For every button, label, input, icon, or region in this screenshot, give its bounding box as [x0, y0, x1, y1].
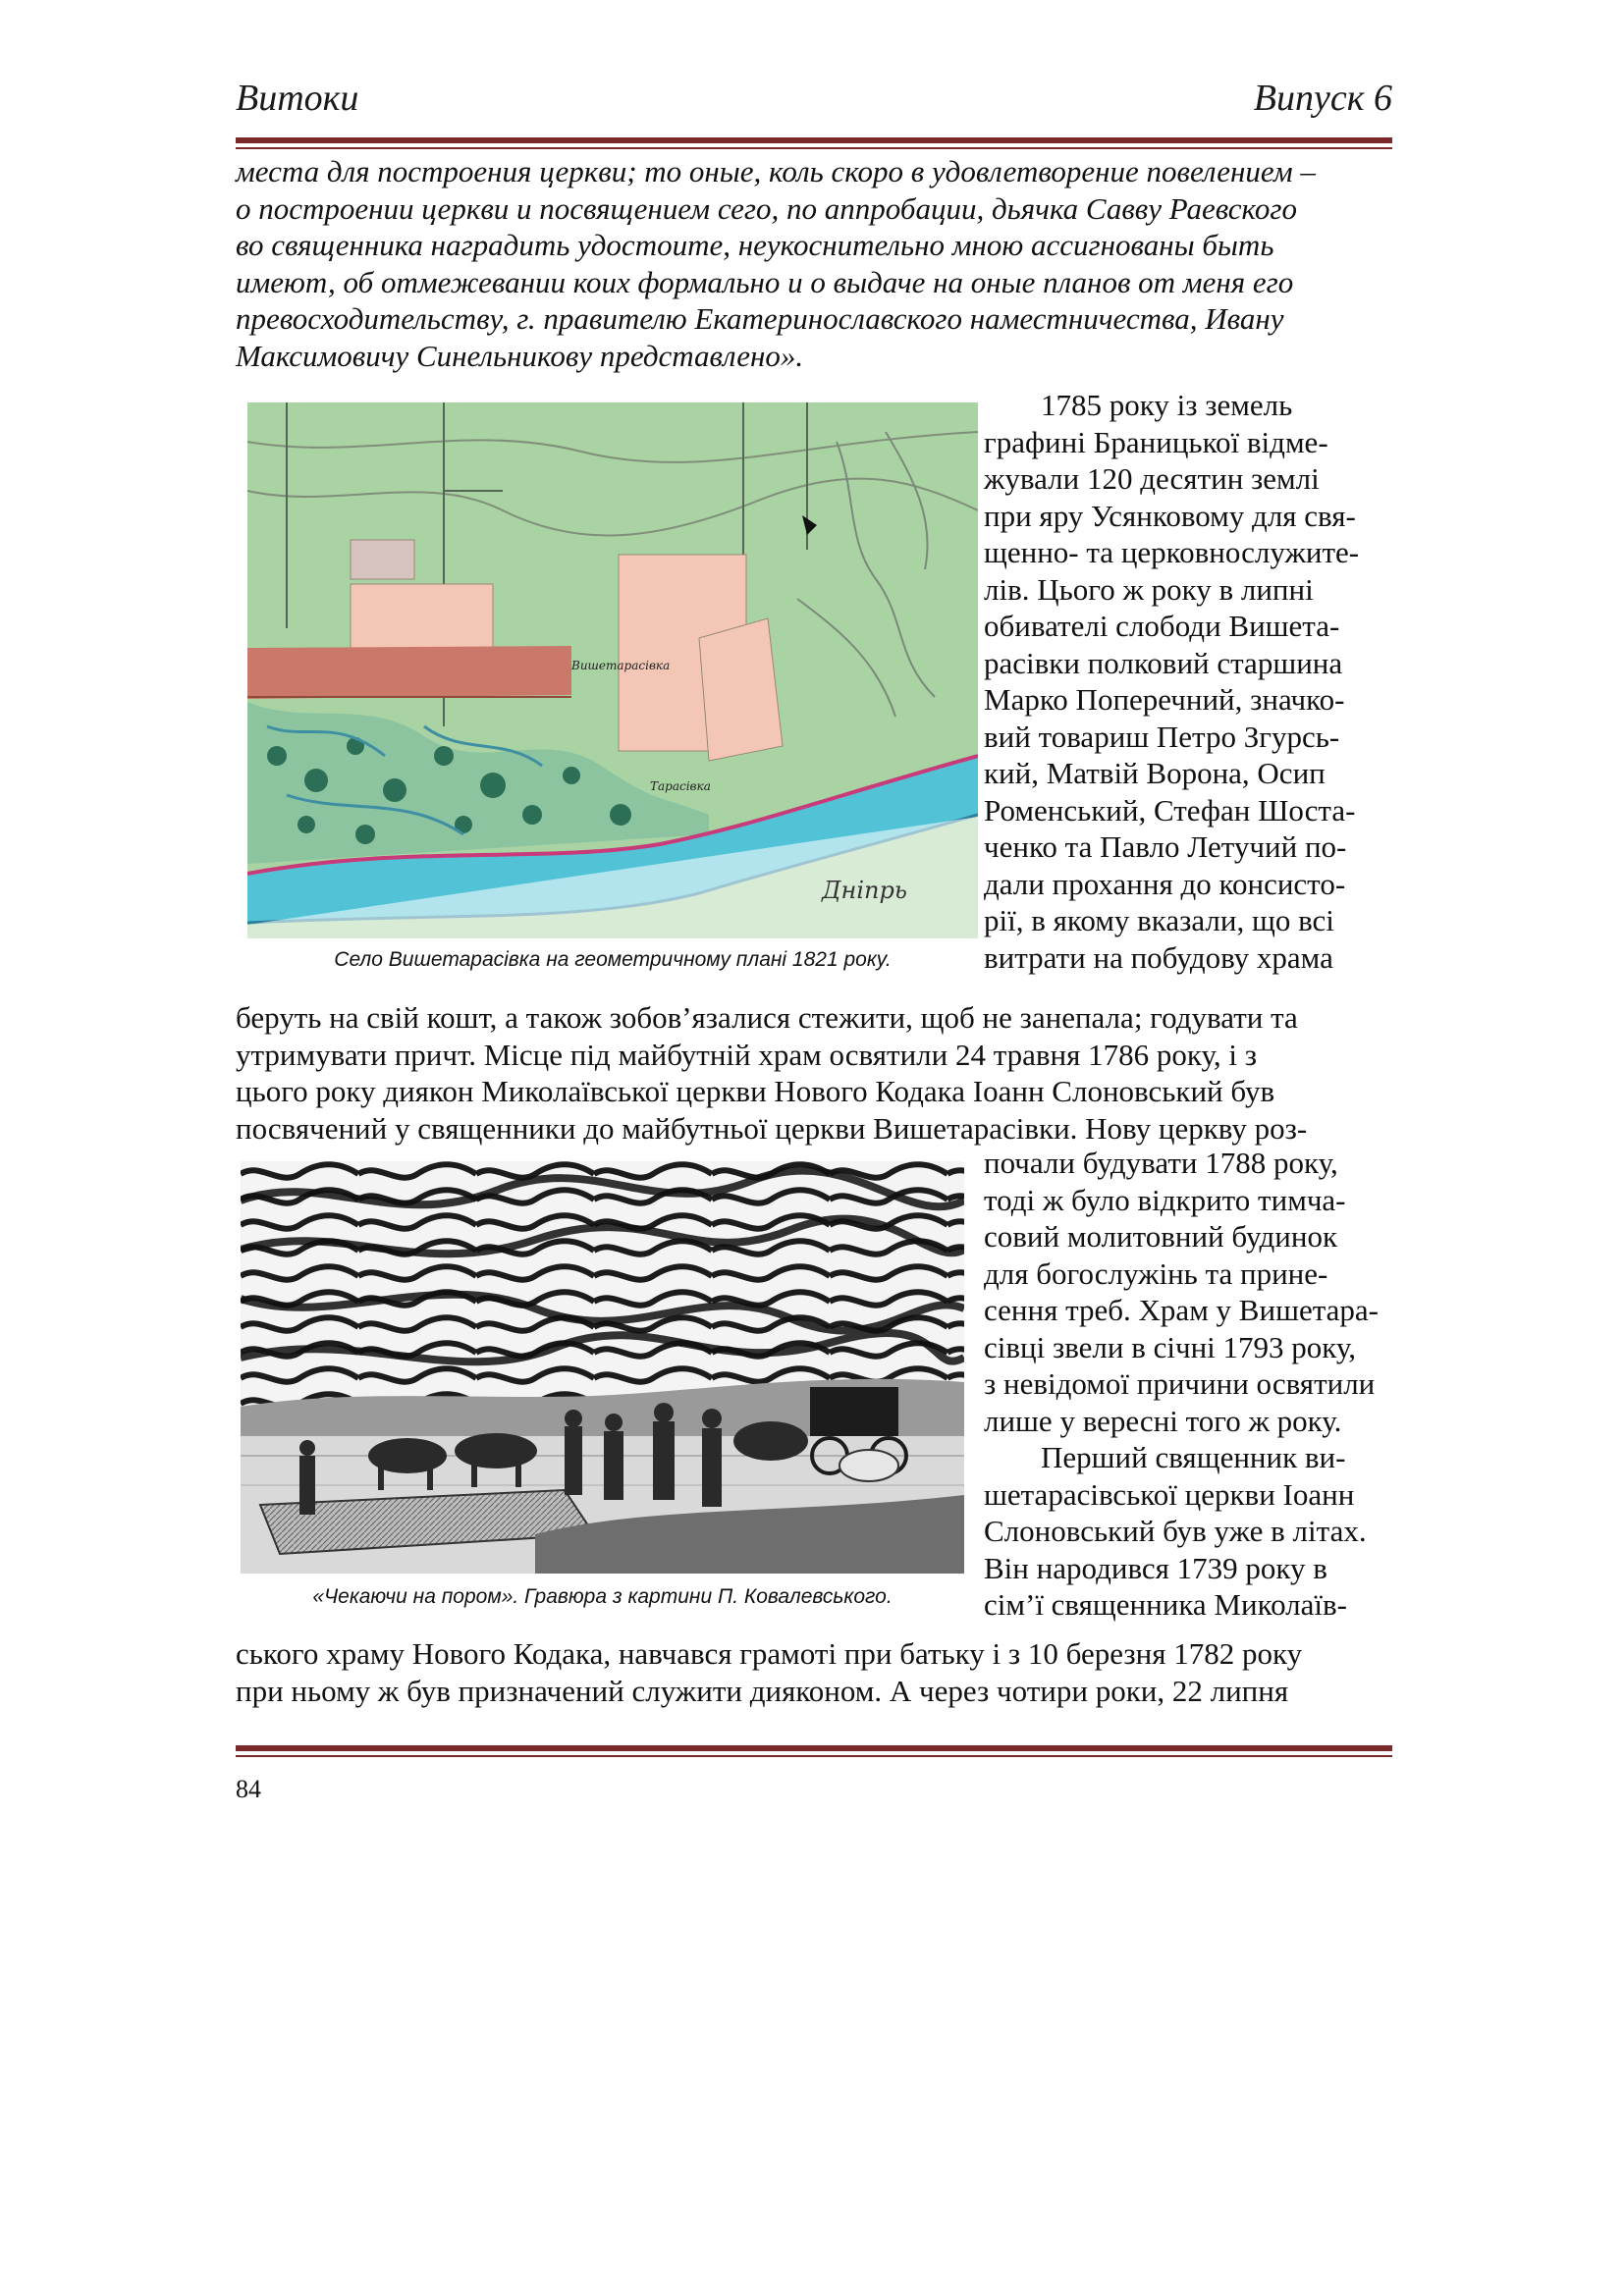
map-image: [247, 402, 978, 938]
paragraph-line: для богослужінь та прине-: [984, 1255, 1328, 1291]
quote-line: во священника наградить удостоите, неукоснительно мною ассигнованы быть: [236, 228, 1274, 262]
paragraph-line: ського храму Нового Кодака, навчався грамоті при батьку і з 10 березня 1782 року: [236, 1636, 1303, 1671]
map-figure: [247, 402, 978, 938]
engraving-caption: «Чекаючи на пором». Гравюра з картини П. Ковалевського.: [312, 1585, 893, 1608]
paragraph-line: Роменський, Стефан Шоста-: [984, 792, 1356, 828]
page-number: 84: [236, 1775, 261, 1803]
issue-number: Випуск 6: [1253, 78, 1392, 119]
map-label-river: Дніпрь: [822, 877, 907, 904]
paragraph-line: 1785 року із земель: [1041, 388, 1293, 422]
quote-line: превосходительству, г. правителю Екатеринославского наместничества, Ивану: [236, 301, 1284, 336]
paragraph-line: посвячений у священники до майбутньої церкви Вишетарасівки. Нову церкву роз-: [236, 1110, 1308, 1146]
paragraph-line: при яру Усянковому для свя-: [984, 498, 1356, 533]
paragraph-line: дали прохання до консисто-: [984, 866, 1346, 901]
full-width-text-1: [236, 999, 1396, 1147]
paragraph-line: витрати на побудову храма: [984, 939, 1333, 975]
paragraph-line: рії, в якому вказали, що всі: [984, 903, 1334, 937]
quote-line: места для построения церкви; то оные, коль скоро в удовлетворение повелением –: [236, 154, 1316, 188]
paragraph-line: вий товариш Петро Згурсь-: [984, 719, 1340, 754]
paragraph-line: цього року диякон Миколаївської церкви Нового Кодака Іоанн Слоновський був: [236, 1074, 1275, 1108]
paragraph-line: обивателі слободи Вишета-: [984, 609, 1340, 643]
map-caption: Село Вишетарасівка на геометричному плані 1821 року.: [334, 948, 892, 971]
quote-line: Максимовичу Синельникову представлено».: [236, 338, 804, 373]
quote-line: о построении церкви и посвящением сего, по аппробации, дьячка Савву Раевского: [236, 190, 1297, 226]
paragraph-line: при ньому ж був призначений служити дияконом. А через чотири роки, 22 липня: [236, 1673, 1289, 1708]
quote-line: имеют, об отмежевании коих формально и о выдаче на оные планов от меня его: [236, 264, 1294, 299]
paragraph-line: шетарасівської церкви Іоанн: [984, 1476, 1355, 1512]
paragraph-line: утримувати причт. Місце під майбутній храм освятили 24 травня 1786 року, і з: [236, 1037, 1258, 1072]
paragraph-line: совий молитовний будинок: [984, 1219, 1338, 1254]
right-column-2: [984, 1145, 1396, 1624]
paragraph-line: тоді ж було відкрито тимча-: [984, 1182, 1346, 1217]
running-header: [236, 77, 1392, 126]
paragraph-line: Перший священник ви-: [1041, 1440, 1346, 1474]
full-width-text-2: [236, 1635, 1396, 1709]
paragraph-line: кий, Матвій Ворона, Осип: [984, 756, 1326, 790]
paragraph-line: почали будувати 1788 року,: [984, 1146, 1338, 1180]
paragraph-line: беруть на свій кошт, а також зобов’язалися стежити, щоб не занепала; годувати та: [236, 1000, 1298, 1035]
paragraph-line: лів. Цього ж року в липні: [984, 571, 1314, 607]
paragraph-line: Він народився 1739 року в: [984, 1550, 1327, 1585]
paragraph-line: сення треб. Храм у Вишетара-: [984, 1293, 1379, 1327]
paragraph-line: графині Браницької відме-: [984, 424, 1328, 459]
paragraph-line: лише у вересні того ж року.: [984, 1403, 1342, 1438]
map-label-village: Вишетарасівка: [571, 659, 671, 672]
map-label-tarasivka: Тарасівка: [650, 779, 711, 793]
engraving-figure: [241, 1161, 964, 1574]
header-rule-thick: [236, 137, 1392, 143]
right-column-1: [984, 387, 1396, 976]
paragraph-line: жували 120 десятин землі: [984, 461, 1320, 496]
footer-rule-thin: [236, 1755, 1392, 1757]
paragraph-line: щенно- та церковнослужите-: [984, 535, 1360, 569]
paragraph-line: сім’ї священника Миколаїв-: [984, 1587, 1347, 1622]
paragraph-line: ченко та Павло Летучий по-: [984, 829, 1347, 864]
paragraph-line: расівки полковий старшина: [984, 645, 1343, 680]
engraving-image: [241, 1161, 964, 1574]
paragraph-line: Марко Поперечний, значко-: [984, 682, 1345, 717]
paragraph-line: Слоновський був уже в літах.: [984, 1514, 1367, 1548]
footer-rule-thick: [236, 1745, 1392, 1751]
journal-title: Витоки: [236, 78, 359, 119]
header-rule-thin: [236, 147, 1392, 149]
quote-block: [236, 153, 1396, 374]
paragraph-line: сівці звели в січні 1793 року,: [984, 1329, 1357, 1364]
paragraph-line: з невідомої причини освятили: [984, 1366, 1376, 1401]
